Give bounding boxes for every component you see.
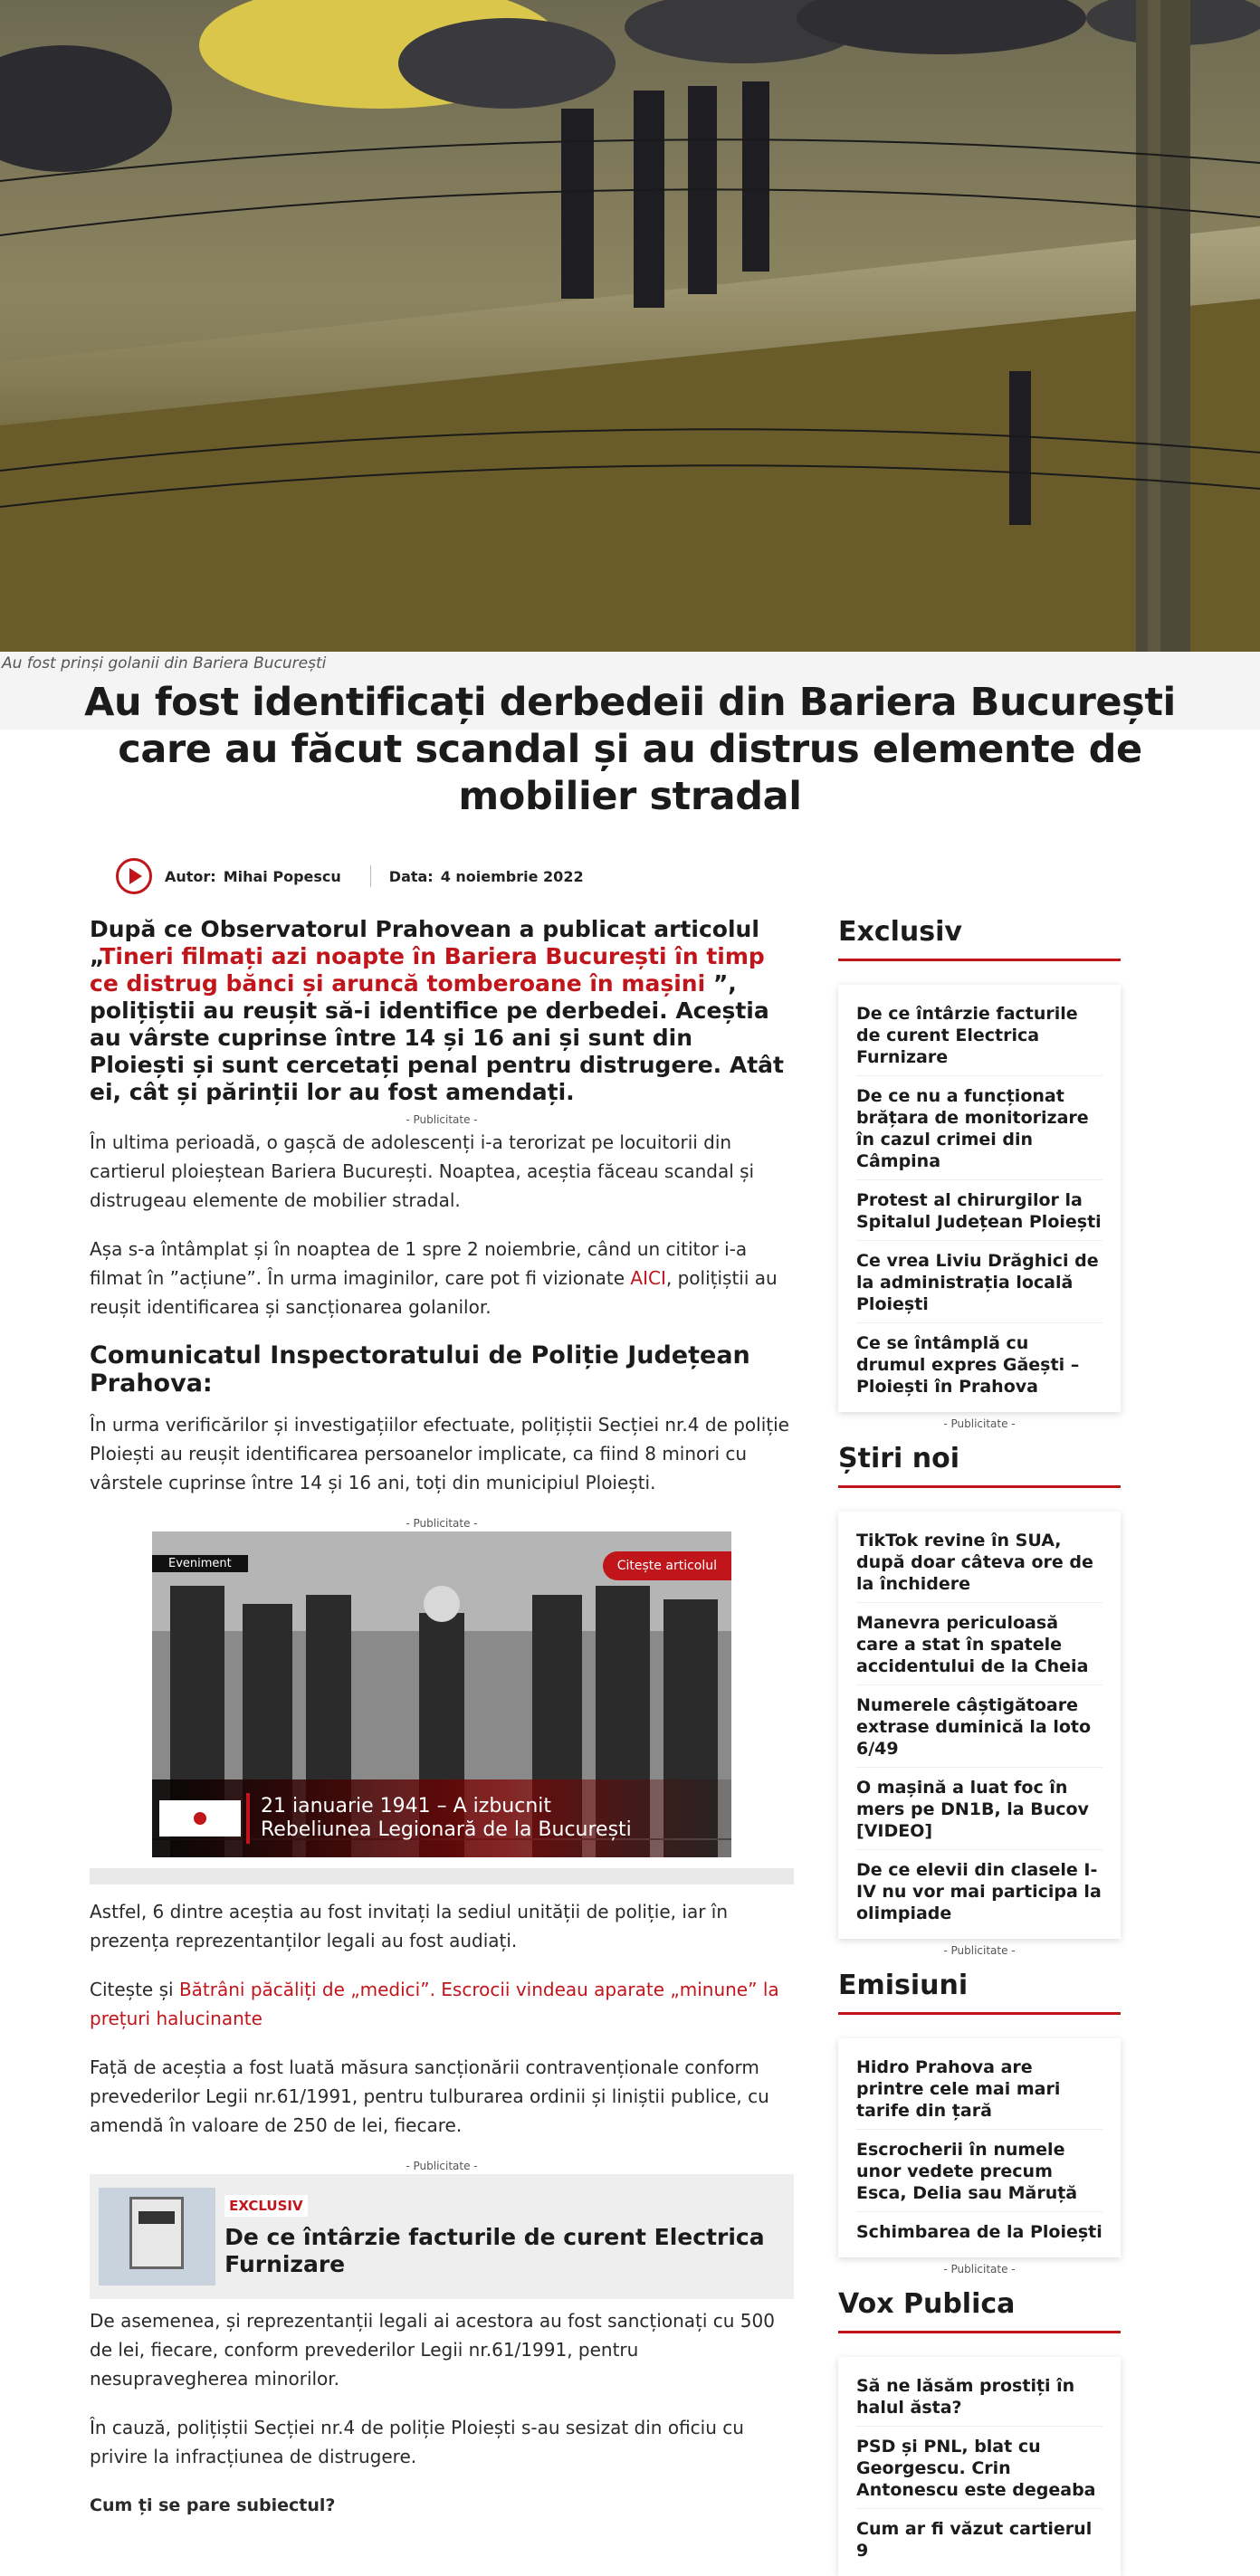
video-caption — [152, 1779, 731, 1857]
paragraph: În cauză, polițiștii Secției nr.4 de poliție Ploiești s-au sesizat din oficiu cu privire la infracțiunea de distrugere. — [90, 2417, 744, 2467]
sidebar-item[interactable]: Ce vrea Liviu Drăghici de la administrația locală Ploiești — [856, 1241, 1102, 1323]
article-date: 4 noiembrie 2022 — [440, 867, 584, 885]
author-label: Autor: — [165, 867, 216, 885]
related-link-paragraph — [90, 1975, 794, 2033]
meter-display — [138, 2211, 175, 2224]
sidebar-heading-exclusiv[interactable]: Exclusiv — [838, 916, 1121, 961]
sidebar-section — [838, 1443, 1121, 1957]
sidebar-item[interactable]: Manevra periculoasă care a stat în spatele accidentului de la Cheia — [856, 1603, 1102, 1685]
article-lead — [90, 916, 794, 1106]
sidebar-item[interactable]: De ce elevii din clasele I-IV nu vor mai participa la olimpiade — [856, 1860, 1102, 1923]
sidebar-section — [838, 1970, 1121, 2275]
video-caption-accent — [246, 1793, 250, 1844]
sidebar-section — [838, 916, 1121, 1430]
read-also-label: Citește și — [90, 1979, 179, 2000]
meta-divider — [370, 865, 371, 887]
sidebar-item[interactable]: Schimbarea de la Ploiești — [856, 2222, 1102, 2242]
ad-label: - Publicitate - — [943, 1417, 1016, 1430]
logo — [159, 1800, 241, 1837]
hero-photo — [0, 0, 1260, 652]
sidebar — [838, 894, 1121, 2576]
sidebar-section — [838, 2288, 1121, 2576]
paragraph: Astfel, 6 dintre aceștia au fost invitați la sediul unității de poliție, iar în prezența reprezentanților legali au fost audiați. — [90, 1901, 729, 1951]
paragraph: Față de aceștia a fost luată măsura sancționării contravenționale conform prevederilor Legii nr.61/1991, pentru tulburarea ordinii și liniștii publice, cu amendă în valoare de 250 de lei, fiecare. — [90, 2056, 769, 2136]
sidebar-item[interactable]: Hidro Prahova are printre cele mai mari tarife din țară — [856, 2047, 1102, 2130]
lead-text-end: ”, polițiștii au reușit să-i identifice pe derbedei. Aceștia au vârste cuprinse între 14 și 16 ani și sunt din Ploiești și sunt cercetați penal pentru distrugere. Atât ei, cât și părinții lor au fost amendați. — [90, 970, 785, 1105]
related-link[interactable]: Bătrâni păcăliți de „medici”. Escrocii vindeau aparate „minune” la prețuri halucinante — [90, 1979, 779, 2029]
video-progress-track[interactable] — [90, 1868, 794, 1884]
author-name[interactable]: Mihai Popescu — [223, 867, 341, 885]
paragraph-text: , polițiștii au reușit identificarea și sancționarea golanilor. — [90, 1267, 778, 1318]
sidebar-heading-emisiuni[interactable]: Emisiuni — [838, 1970, 1121, 2015]
hero-image — [0, 0, 1260, 652]
lead-text-start: După ce Observatorul Prahovean a publicat articolul „ — [90, 916, 759, 969]
sidebar-item[interactable]: Cum ar fi văzut cartierul 9 — [856, 2519, 1093, 2561]
meter-illustration — [129, 2197, 184, 2269]
video-link[interactable]: AICI — [630, 1267, 666, 1289]
promo-thumbnail — [99, 2188, 215, 2285]
sidebar-list — [838, 985, 1121, 1412]
read-article-button[interactable]: Citește articolul — [603, 1551, 731, 1580]
logo-mark — [194, 1812, 206, 1825]
paragraph: În ultima perioadă, o gașcă de adolescenți i-a terorizat pe locuitorii din cartierul ploieștean Bariera București. Noaptea, aceștia făceau scandal și distrugeau elemente de mobilier stradal. — [90, 1131, 755, 1211]
paragraph: De asemenea, și reprezentanții legali ai acestora au fost sancționați cu 500 de lei, fiecare, conform prevederilor Legii nr.61/1991, pentru nesupravegherea minorilor. — [90, 2310, 775, 2390]
article-title: Au fost identificați derbedeii din Bariera București care au făcut scandal și au distrus elemente de mobilier stradal — [84, 680, 1176, 819]
sidebar-item[interactable]: O mașină a luat foc în mers pe DN1B, la Bucov [VIDEO] — [856, 1768, 1102, 1850]
ad-label: - Publicitate - — [406, 1113, 478, 1126]
paragraph-text: Așa s-a întâmplat și în noaptea de 1 spre 2 noiembrie, când un cititor i-a filmat în ”acțiune”. În urma imaginilor, care pot fi vizionate — [90, 1238, 748, 1289]
article-header — [0, 675, 1260, 820]
sidebar-item[interactable]: PSD și PNL, blat cu Georgescu. Crin Antonescu este degeaba — [856, 2427, 1102, 2509]
video-caption-text — [261, 1795, 632, 1842]
sidebar-item[interactable]: Ce se întâmplă cu drumul expres Găești – Ploiești în Prahova — [856, 1333, 1080, 1397]
sidebar-item[interactable]: Numerele câștigătoare extrase duminică la loto 6/49 — [856, 1685, 1102, 1768]
sidebar-list — [838, 1512, 1121, 1939]
sidebar-item[interactable]: De ce întârzie facturile de curent Electrica Furnizare — [856, 994, 1102, 1076]
article-body — [90, 894, 794, 2540]
sidebar-heading-vox-publica[interactable]: Vox Publica — [838, 2288, 1121, 2333]
promo-text — [224, 2195, 785, 2278]
promo-title[interactable]: De ce întârzie facturile de curent Electrica Furnizare — [224, 2224, 765, 2277]
sidebar-list — [838, 2038, 1121, 2257]
video-title-line: Rebeliunea Legionară de la București — [261, 1818, 632, 1841]
video-tag: Eveniment — [152, 1555, 248, 1572]
promo-card[interactable] — [90, 2174, 794, 2299]
exclusive-badge: EXCLUSIV — [224, 2195, 307, 2217]
play-icon[interactable] — [116, 858, 152, 894]
sidebar-item[interactable]: TikTok revine în SUA, după doar câteva ore de la închidere — [856, 1521, 1102, 1603]
ad-label: - Publicitate - — [943, 1944, 1016, 1957]
date-label: Data: — [388, 867, 434, 885]
sidebar-item[interactable]: Escrocherii în numele unor vedete precum Esca, Delia sau Măruță — [856, 2130, 1102, 2212]
hero-caption: Au fost prinși golanii din Bariera București — [0, 652, 1260, 675]
sidebar-item[interactable]: Protest al chirurgilor la Spitalul Județean Ploiești — [856, 1180, 1102, 1241]
video-player[interactable] — [152, 1531, 731, 1857]
poll-question: Cum ți se pare subiectul? — [90, 2495, 336, 2515]
paragraph — [90, 1235, 794, 1321]
ad-label: - Publicitate - — [406, 1517, 478, 1530]
paragraph: În urma verificărilor și investigațiilor efectuate, polițiștii Secției nr.4 de poliție Ploiești au reușit identificarea persoanelor implicate, ca fiind 8 minori cu vârstele cuprinse între 14 și 16 ani, toți din municipiul Ploiești. — [90, 1414, 789, 1493]
video-title-line: 21 ianuarie 1941 – A izbucnit — [261, 1795, 551, 1818]
sidebar-list — [838, 2357, 1121, 2576]
sidebar-heading-stiri-noi[interactable]: Știri noi — [838, 1443, 1121, 1488]
section-subheading: Comunicatul Inspectoratului de Poliție Județean Prahova: — [90, 1341, 750, 1398]
sidebar-item[interactable]: De ce nu a funcționat brățara de monitorizare în cazul crimei din Câmpina — [856, 1076, 1102, 1180]
ad-label: - Publicitate - — [406, 2160, 478, 2172]
lead-link[interactable]: Tineri filmați azi noapte în Bariera București în timp ce distrug bănci și aruncă tomberoane în mașini — [90, 943, 765, 997]
sidebar-item[interactable]: Să ne lăsăm prostiți în halul ăsta? — [856, 2366, 1102, 2427]
article-meta — [116, 858, 1260, 894]
ad-label: - Publicitate - — [943, 2263, 1016, 2275]
